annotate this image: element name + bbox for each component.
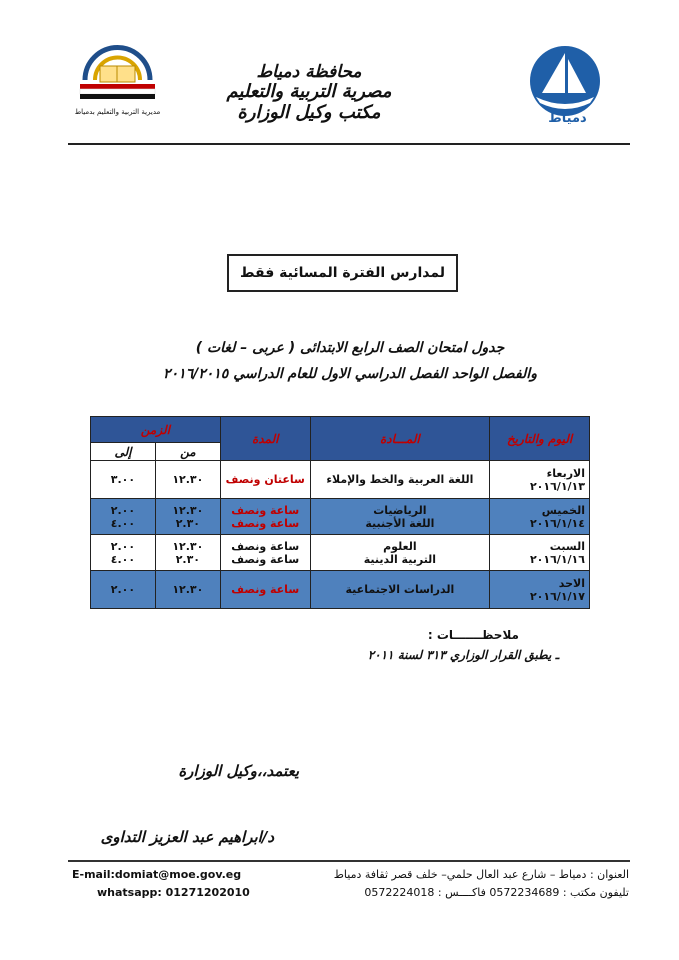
header-office: مكتب وكيل الوزارة (237, 102, 381, 123)
time-to: ٣.٠٠ (91, 461, 156, 499)
time-from: ٢.٣٠ (175, 552, 201, 566)
day-date-cell (490, 571, 590, 609)
time-to: ٢.٠٠ (91, 571, 156, 609)
duration: ساعة ونصف (231, 552, 300, 566)
time-from: ١٢.٣٠ (155, 571, 220, 609)
time-to: ٤.٠٠ (110, 516, 136, 530)
header-to: إلى (91, 443, 156, 461)
logo-right-caption: مديرية التربية والتعليم بدمياط (74, 108, 161, 116)
date: ٢٠١٦/١/١٧ (529, 589, 585, 603)
day: السبت (549, 539, 585, 553)
time-from: ١٢.٣٠ (172, 539, 204, 553)
header-governorate: محافظة دمياط (256, 62, 362, 82)
subject: التربية الدينية (363, 552, 437, 566)
table-row (91, 571, 590, 609)
schedule-subtitle: والفصل الواحد الفصل الدراسي الاول للعام الدراسي ٢٠١٦/٢٠١٥ (163, 366, 537, 382)
time-to: ٢.٠٠ (110, 539, 136, 553)
subject-cell (310, 535, 490, 571)
duration-cell (220, 535, 310, 571)
subject: الرياضيات (373, 503, 427, 517)
schedule-title: جدول امتحان الصف الرابع الابتدائى ( عربى – لغات ) (195, 340, 505, 356)
header-directorate: مصرية التربية والتعليم (226, 81, 392, 102)
day: الاحد (558, 576, 585, 590)
time-to: ٢.٠٠ (110, 503, 136, 517)
time-to-cell (91, 499, 156, 535)
header-subject: المـــادة (310, 417, 490, 461)
duration: ساعة ونصف (231, 503, 300, 517)
header-from: من (155, 443, 220, 461)
subject: اللغة الأجنبية (365, 516, 435, 530)
footer-whatsapp: whatsapp: 01271202010 (97, 886, 250, 899)
duration: ساعتان ونصف (220, 461, 310, 499)
footer-address: العنوان : دمياط – شارع عبد العال حلمي– خلف قصر ثقافة دمياط (333, 868, 629, 881)
time-from: ١٢.٣٠ (155, 461, 220, 499)
header-divider (68, 143, 630, 145)
logo-left-text: دمياط (548, 111, 587, 126)
footer-phone: تليفون مكتب : 0572234689 فاكــــس : 0572224018 (364, 886, 629, 899)
subject-cell (310, 499, 490, 535)
notes-title: ملاحظـــــــات : (427, 628, 519, 642)
duration: ساعة ونصف (231, 539, 300, 553)
approval-text: يعتمد،،وكيل الوزارة (178, 762, 299, 780)
duration-cell (220, 499, 310, 535)
date: ٢٠١٦/١/١٦ (529, 552, 585, 566)
day: الخميس (541, 503, 585, 517)
subject: الدراسات الاجتماعية (310, 571, 490, 609)
notes-line: ـ يطبق القرار الوزاري ٣١٣ لسنة ٢٠١١ (367, 648, 559, 662)
header-duration: المدة (220, 417, 310, 461)
table-row (91, 461, 590, 499)
subject: العلوم (383, 539, 417, 553)
footer-email: E-mail:domiat@moe.gov.eg (72, 868, 242, 881)
header-day-date: اليوم والتاريخ (490, 417, 590, 461)
day-date-cell (490, 535, 590, 571)
day-date-cell (490, 499, 590, 535)
footer-divider (68, 860, 630, 862)
time-from-cell (155, 535, 220, 571)
duration: ساعة ونصف (231, 516, 300, 530)
day: الاربعاء (546, 466, 585, 480)
time-to: ٤.٠٠ (110, 552, 136, 566)
time-from: ١٢.٣٠ (172, 503, 204, 517)
subject: اللغة العربية والخط والإملاء (310, 461, 490, 499)
duration: ساعة ونصف (220, 571, 310, 609)
table-row (91, 499, 590, 535)
evening-schools-label: لمدارس الفترة المسائية فقط (227, 254, 458, 292)
time-to-cell (91, 535, 156, 571)
exam-schedule-table (90, 416, 590, 609)
date: ٢٠١٦/١/١٣ (529, 479, 585, 493)
header-time: الزمن (91, 417, 221, 443)
table-row (91, 535, 590, 571)
directorate-logo (70, 40, 165, 125)
time-from-cell (155, 499, 220, 535)
date: ٢٠١٦/١/١٤ (529, 516, 585, 530)
day-date-cell (490, 461, 590, 499)
time-from: ٢.٣٠ (175, 516, 201, 530)
damietta-logo (520, 45, 610, 130)
signatory-name: د/ابراهيم عبد العزيز التداوى (100, 828, 274, 846)
